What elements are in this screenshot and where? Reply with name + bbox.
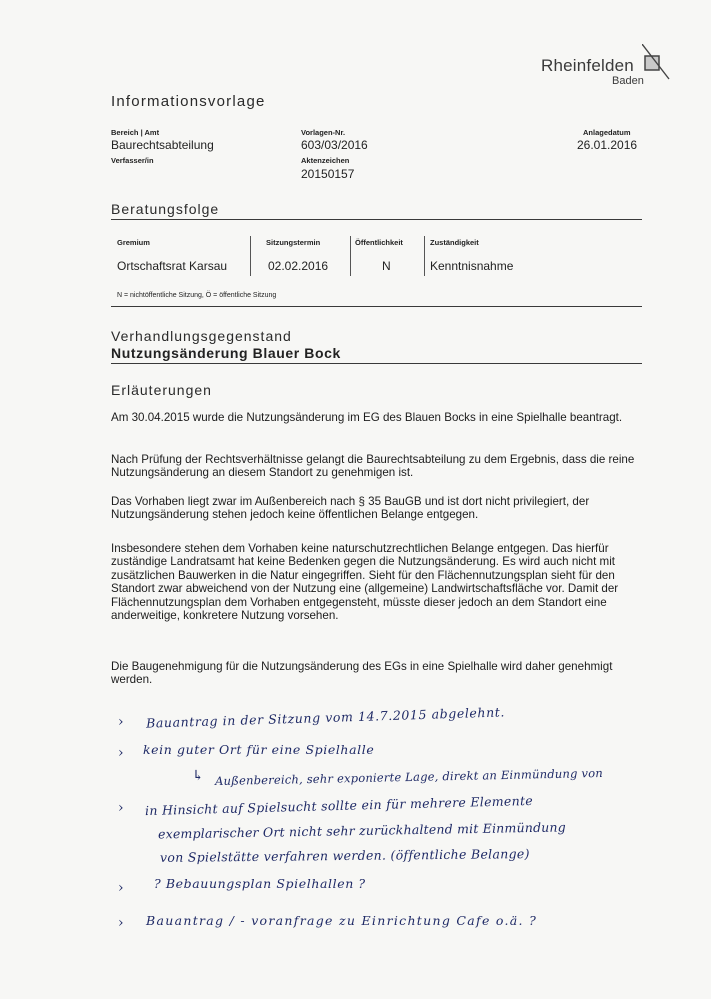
- beratung-note: N = nichtöffentliche Sitzung, Ö = öffentliche Sitzung: [117, 292, 277, 299]
- col-divider: [250, 236, 251, 276]
- vorlagen-label: Vorlagen-Nr.: [301, 128, 346, 137]
- logo-mark-icon: [642, 44, 670, 80]
- handwritten-line-1: Bauantrag in der Sitzung vom 14.7.2015 abgelehnt.: [145, 704, 506, 731]
- handwritten-line-5: exemplarischer Ort nicht sehr zurückhaltend mit Einmündung: [157, 819, 567, 842]
- handwritten-line-6: von Spielstätte verfahren werden. (öffentliche Belange): [159, 846, 530, 865]
- hw-bullet: ›: [118, 800, 124, 816]
- paragraph-3: Das Vorhaben liegt zwar im Außenbereich nach § 35 BauGB und ist dort nicht privilegiert, der Nutzungsänderung stehen jedoch keine öffentlichen Belange entgegen.: [111, 495, 590, 522]
- handwritten-line-3: Außenbereich, sehr exponierte Lage, direkt an Einmündung von: [214, 765, 604, 789]
- col-divider: [350, 236, 351, 276]
- col-header-sitzungstermin: Sitzungstermin: [266, 238, 321, 247]
- bereich-label: Bereich | Amt: [111, 128, 160, 137]
- logo-name: Rheinfelden: [541, 56, 634, 75]
- beratung-title: Beratungsfolge: [111, 201, 220, 217]
- handwritten-line-4: in Hinsicht auf Spielsucht sollte ein für mehrere Elemente: [144, 792, 534, 819]
- vorlagen-value: 603/03/2016: [301, 138, 368, 152]
- col-header-zustaendigkeit: Zuständigkeit: [430, 238, 479, 247]
- col-divider: [424, 236, 425, 276]
- subject-title: Nutzungsänderung Blauer Bock: [111, 345, 341, 361]
- beratung-rule: [111, 219, 642, 220]
- hw-bullet: ›: [118, 745, 124, 761]
- cell-sitzungstermin: 02.02.2016: [268, 259, 329, 273]
- cell-oeffentlichkeit: N: [382, 259, 391, 273]
- anlage-value: 26.01.2016: [577, 138, 638, 152]
- aktenzeichen-value: 20150157: [301, 167, 355, 181]
- cell-gremium: Ortschaftsrat Karsau: [117, 259, 228, 273]
- aktenzeichen-label: Aktenzeichen: [301, 156, 350, 165]
- hw-bullet: ›: [118, 915, 124, 931]
- cell-zustaendigkeit: Kenntnisnahme: [430, 259, 514, 273]
- col-header-oeffentlichkeit: Öffentlichkeit: [355, 238, 403, 247]
- paragraph-2: Nach Prüfung der Rechtsverhältnisse gelangt die Baurechtsabteilung zu dem Ergebnis, dass die reine Nutzungsänderung an diesem Standort zu genehmigen ist.: [111, 453, 635, 480]
- beratung-bottom-rule: [111, 306, 642, 307]
- paragraph-1: Am 30.04.2015 wurde die Nutzungsänderung im EG des Blauen Bocks in eine Spielhalle beantragt.: [111, 411, 623, 424]
- erlaeuterungen-title: Erläuterungen: [111, 382, 212, 398]
- handwritten-line-2: kein guter Ort für eine Spielhalle: [143, 742, 375, 757]
- paragraph-4: Insbesondere stehen dem Vorhaben keine naturschutzrechtlichen Belange entgegen. Das hierfür zuständige Landratsamt hat keine Bedenken gegen die Nutzungsänderung. Es wird auch nicht mit zusätzlichen Bauwerken in die Natur eingegriffen. Sieht für den Flächennutzungsplan sieht für den Standort zwar abweichend von der Nutzung eine (allgemeine) Landwirtschaftsfläche vor. Damit der Flächennutzungsplan dem Vorhaben entgegensteht, müsste dieser jedoch an dem Standort eine anderweitige, konkretere Nutzung vorsehen.: [111, 542, 619, 623]
- bereich-value: Baurechtsabteilung: [111, 138, 214, 152]
- logo-subtitle: Baden: [612, 75, 644, 87]
- hw-bullet: ›: [118, 714, 124, 730]
- verhandlung-title: Verhandlungsgegenstand: [111, 328, 292, 344]
- hw-arrow: ↳: [192, 768, 204, 784]
- col-header-gremium: Gremium: [117, 238, 150, 247]
- handwritten-line-8: Bauantrag / - voranfrage zu Einrichtung Cafe o.ä. ?: [146, 913, 538, 928]
- hw-bullet: ›: [118, 880, 124, 896]
- paragraph-5: Die Baugenehmigung für die Nutzungsänderung des EGs in eine Spielhalle wird daher genehmigt werden.: [111, 660, 613, 687]
- document-type: Informationsvorlage: [111, 93, 266, 110]
- verfasser-label: Verfasser/in: [111, 156, 154, 165]
- handwritten-line-7: ? Bebauungsplan Spielhallen ?: [154, 876, 366, 891]
- anlage-label: Anlagedatum: [583, 128, 631, 137]
- subject-rule: [111, 363, 642, 364]
